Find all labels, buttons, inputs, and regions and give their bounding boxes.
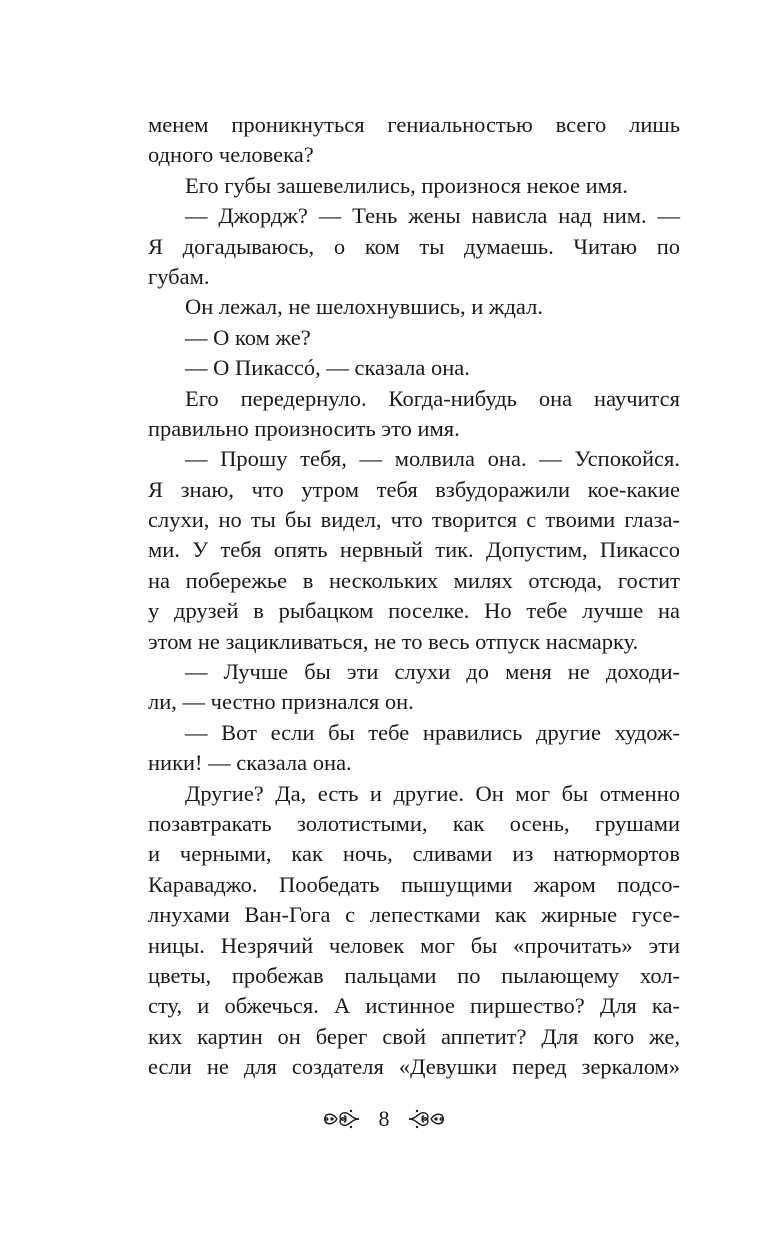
- text-line: и черными, как ночь, сливами из натюрмортов: [148, 841, 680, 867]
- right-ornament-icon: [407, 1107, 447, 1131]
- text-line: Я знаю, что утром тебя взбудоражили кое-какие: [148, 476, 680, 502]
- text-line: Другие? Да, есть и другие. Он мог бы отменно: [185, 780, 680, 806]
- text-line: Караваджо. Пообедать пышущими жаром подсо-: [148, 871, 680, 897]
- page-number: 8: [378, 1105, 390, 1131]
- text-line: — О Пикассó, — сказала она.: [185, 355, 470, 381]
- text-line: слухи, но ты бы видел, что творится с твоими глаза-: [148, 507, 680, 533]
- text-line: этом не зацикливаться, не то весь отпуск насмарку.: [148, 628, 639, 654]
- body-text: [148, 110, 680, 1083]
- text-line: цветы, пробежав пальцами по пылающему хол-: [148, 962, 680, 988]
- text-line: губам.: [148, 263, 210, 289]
- page-footer: [0, 1102, 768, 1134]
- text-line: ницы. Незрячий человек мог бы «прочитать» эти: [148, 932, 680, 958]
- text-line: на побережье в нескольких милях отсюда, гостит: [148, 567, 680, 593]
- text-line: сту, и обжечься. А истинное пиршество? Для ка-: [148, 993, 680, 1019]
- text-line: лнухами Ван-Гога с лепестками как жирные гусе-: [148, 902, 680, 928]
- text-line: у друзей в рыбацком поселке. Но тебе лучше на: [148, 598, 680, 624]
- text-line: — Джордж? — Тень жены нависла над ним. —: [185, 203, 680, 229]
- text-line: — О ком же?: [185, 324, 311, 350]
- text-line: — Прошу тебя, — молвила она. — Успокойся.: [185, 446, 680, 472]
- text-line: если не для создателя «Девушки перед зеркалом»: [148, 1054, 680, 1080]
- text-line: ники! — сказала она.: [148, 750, 352, 776]
- text-line: Его губы зашевелились, произнося некое имя.: [185, 172, 628, 198]
- text-line: Его передернуло. Когда-нибудь она научится: [185, 385, 680, 411]
- text-line: ли, — честно признался он.: [148, 689, 414, 715]
- text-line: одного человека?: [148, 142, 314, 168]
- text-line: — Вот если бы тебе нравились другие худож-: [185, 719, 680, 745]
- text-line: позавтракать золотистыми, как осень, грушами: [148, 810, 680, 836]
- text-line: — Лучше бы эти слухи до меня не доходи-: [185, 659, 680, 685]
- text-line: ми. У тебя опять нервный тик. Допустим, Пикассо: [148, 537, 680, 563]
- left-ornament-icon: [321, 1107, 361, 1131]
- text-line: Он лежал, не шелохнувшись, и ждал.: [185, 294, 543, 320]
- text-line: ких картин он берег свой аппетит? Для кого же,: [148, 1023, 680, 1049]
- text-line: Я догадываюсь, о ком ты думаешь. Читаю по: [148, 233, 680, 259]
- text-line: правильно произносить это имя.: [148, 415, 460, 441]
- text-line: менем проникнуться гениальностью всего лишь: [148, 112, 680, 137]
